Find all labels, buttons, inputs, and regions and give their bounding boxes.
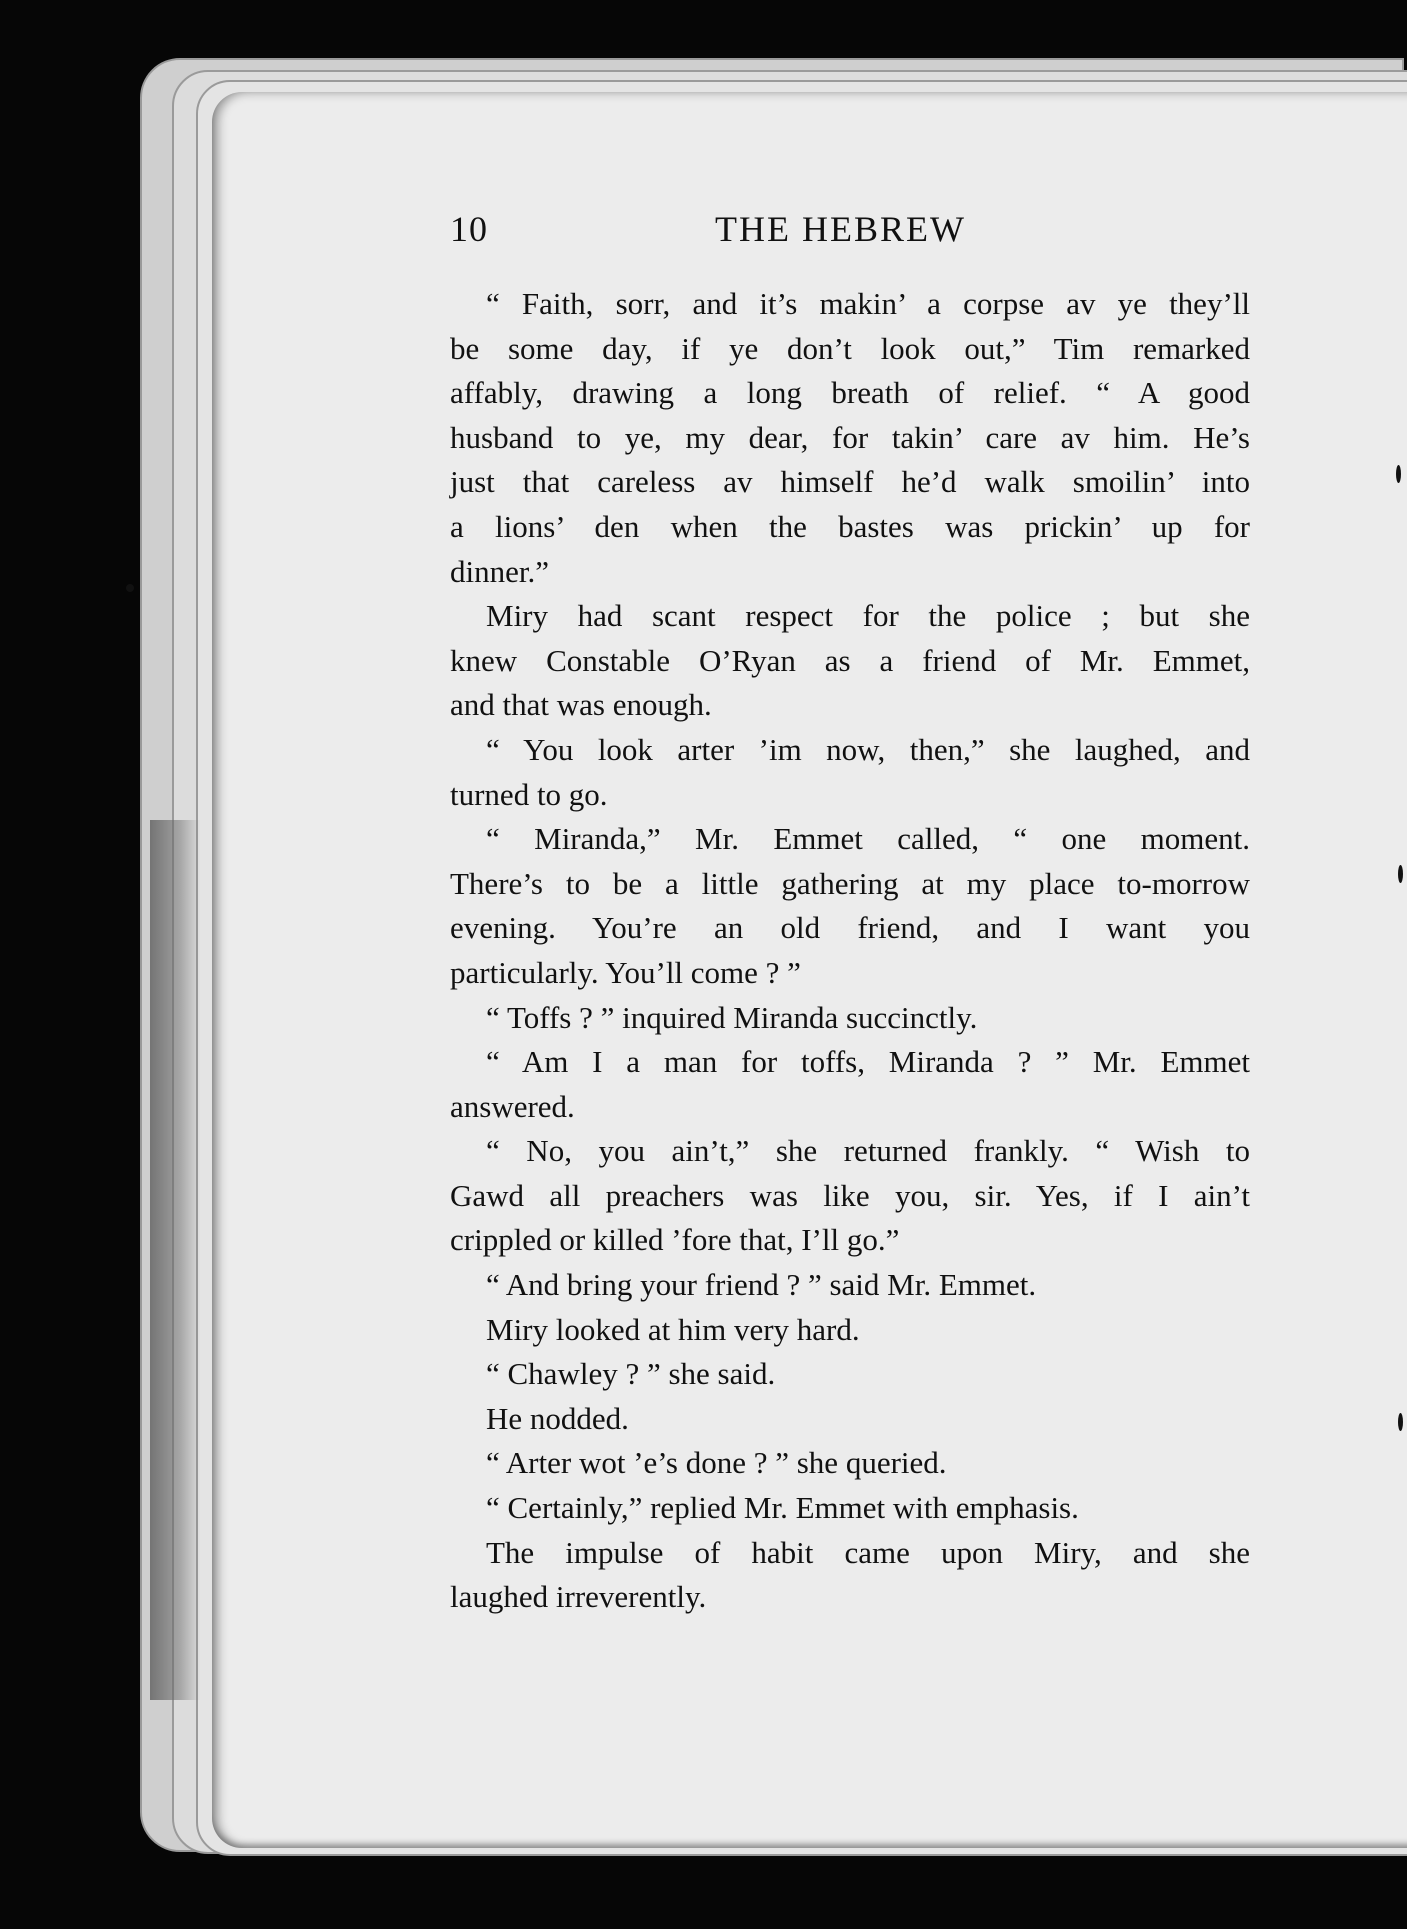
text-line: “ Chawley ? ” she said. — [486, 1356, 776, 1392]
text-line: “ Miranda,” Mr. Emmet called, “ one moment. — [486, 821, 1250, 857]
text-line: The impulse of habit came upon Miry, and she — [486, 1534, 1250, 1570]
text-line: be some day, if ye don’t look out,” Tim remarked — [450, 330, 1250, 366]
text-line: particularly. You’ll come ? ” — [450, 954, 801, 990]
scan-speck — [1398, 1413, 1403, 1431]
text-line: just that careless av himself he’d walk smoilin’ into — [450, 464, 1250, 500]
spine-shadow — [150, 820, 200, 1700]
text-line: Miry looked at him very hard. — [486, 1311, 860, 1347]
text-line: and that was enough. — [450, 687, 712, 723]
text-line: “ You look arter ’im now, then,” she laughed, and — [486, 731, 1250, 767]
text-line: affably, drawing a long breath of relief. “ A good — [450, 375, 1250, 411]
text-line: “ Certainly,” replied Mr. Emmet with emphasis. — [486, 1490, 1079, 1526]
text-line: dinner.” — [450, 553, 549, 589]
text-line: evening. You’re an old friend, and I want you — [450, 910, 1250, 946]
text-line: Gawd all preachers was like you, sir. Yes, if I ain’t — [450, 1177, 1250, 1213]
text-line: knew Constable O’Ryan as a friend of Mr. Emmet, — [450, 642, 1250, 678]
text-line: laughed irreverently. — [450, 1579, 707, 1615]
text-line: “ No, you ain’t,” she returned frankly. “ Wish to — [486, 1133, 1250, 1169]
scan-speck — [1398, 865, 1403, 883]
text-line: husband to ye, my dear, for takin’ care av him. He’s — [450, 419, 1250, 455]
text-line: He nodded. — [486, 1400, 629, 1436]
page-number: 10 — [450, 209, 488, 249]
text-line: “ Arter wot ’e’s done ? ” she queried. — [486, 1445, 947, 1481]
text-line: a lions’ den when the bastes was prickin’ up for — [450, 508, 1250, 544]
text-line: turned to go. — [450, 776, 608, 812]
text-line: “ Faith, sorr, and it’s makin’ a corpse av ye they’ll — [486, 286, 1250, 321]
body-text — [450, 282, 1250, 1620]
text-line: There’s to be a little gathering at my place to-morrow — [450, 865, 1250, 901]
text-line: “ And bring your friend ? ” said Mr. Emmet. — [486, 1267, 1037, 1303]
text-line: Miry had scant respect for the police ; but she — [486, 598, 1250, 634]
scan-speck — [1396, 465, 1401, 483]
text-line: answered. — [450, 1088, 575, 1124]
text-line: “ Toffs ? ” inquired Miranda succinctly. — [486, 999, 978, 1035]
page-header — [450, 208, 1250, 258]
text-line: “ Am I a man for toffs, Miranda ? ” Mr. Emmet — [486, 1044, 1250, 1080]
scan-speck — [126, 584, 134, 592]
running-title: THE HEBREW — [715, 209, 966, 249]
text-line: crippled or killed ’fore that, I’ll go.” — [450, 1222, 900, 1258]
